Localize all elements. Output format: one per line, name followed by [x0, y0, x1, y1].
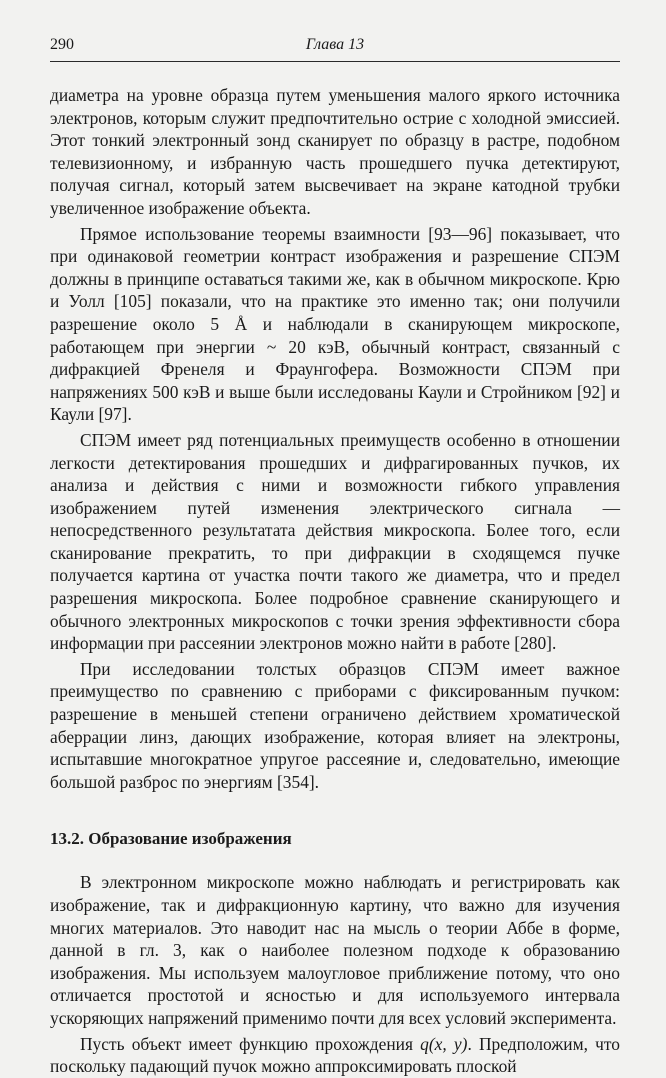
book-page [50, 36, 620, 1078]
page-number: 290 [50, 36, 74, 53]
paragraph-transmission-function [50, 1033, 620, 1078]
section-heading: 13.2. Образование изображения [50, 829, 292, 849]
paragraph-advantages: СПЭМ имеет ряд потенциальных преимуществ особенно в отношении легкости детектирования прошедших и дифрагированных пучков, их анализа и действия с ними и возможности гибкого управления изображением путей изменения электрического сигнала — непосредственного результатата действия микроскопа. Более того, если сканирование прекратить, то при дифракции в сходящемся пучке получается картина от участка почти такого же диаметра, что и предел разрешения микроскопа. Более подробное сравнение сканирующего и обычного электронных микроскопов с точки зрения эффективности сбора информации при рассеянии электронов можно найти в работе [280]. [50, 429, 620, 654]
text-before-formula: Пусть объект имеет функцию прохождения [80, 1033, 421, 1054]
header-rule [50, 61, 620, 62]
running-title: Глава 13 [305, 36, 365, 53]
paragraph-image-formation: В электронном микроскопе можно наблюдать и регистрировать как изображение, так и дифракционную картину, что важно для изучения многих материалов. Это наводит нас на мысль о теории Аббе в форме, данной в гл. 3, как о наиболее полезном подходе к образованию изображения. Мы используем малоугловое приближение потому, что оно отличается простотой и ясностью и для используемого интервала ускоряющих напряжений применимо почти для всех условий эксперимента. [50, 872, 620, 1028]
page-header [50, 36, 620, 56]
transmission-function-formula: q(x, y) [420, 1033, 468, 1054]
paragraph-reciprocity: Прямое использование теоремы взаимности [93—96] показывает, что при одинаковой геометрии контраст изображения и разрешение СПЭМ должны в принципе оставаться такими же, как в обычном микроскопе. Крю и Уолл [105] показали, что на практике это именно так; они получили разрешение около 5 Å и наблюдали в сканирующем микроскопе, работающем при энергии ~ 20 кэВ, обычный контраст, связанный с дифракцией Френеля и Фраунгофера. Возможности СПЭМ при напряжениях 500 кэВ и выше были исследованы Каули и Стройником [92] и Каули [97]. [50, 223, 620, 425]
paragraph-thick-specimens: При исследовании толстых образцов СПЭМ имеет важное преимущество по сравнению с приборами с фиксированным пучком: разрешение в меньшей степени ограничено действием хроматической аберрации линз, дающих изображение, которая влияет на электроны, испытавшие многократное упругое рассеяние и, следовательно, имеющие большой разброс по энергиям [354]. [50, 658, 620, 792]
text-after-formula: . Предположим, что поскольку падающий пучок можно аппроксимировать плоской [50, 1033, 620, 1077]
paragraph-continuation: диаметра на уровне образца путем уменьшения малого яркого источника электронов, которым служит предпочтительно острие с холодной эмиссией. Этот тонкий электронный зонд сканирует по образцу в растре, подобном телевизионному, и избранную часть прошедшего пучка детектируют, получая сигнал, который затем высвечивает на экране катодной трубки увеличенное изображение объекта. [50, 85, 620, 218]
